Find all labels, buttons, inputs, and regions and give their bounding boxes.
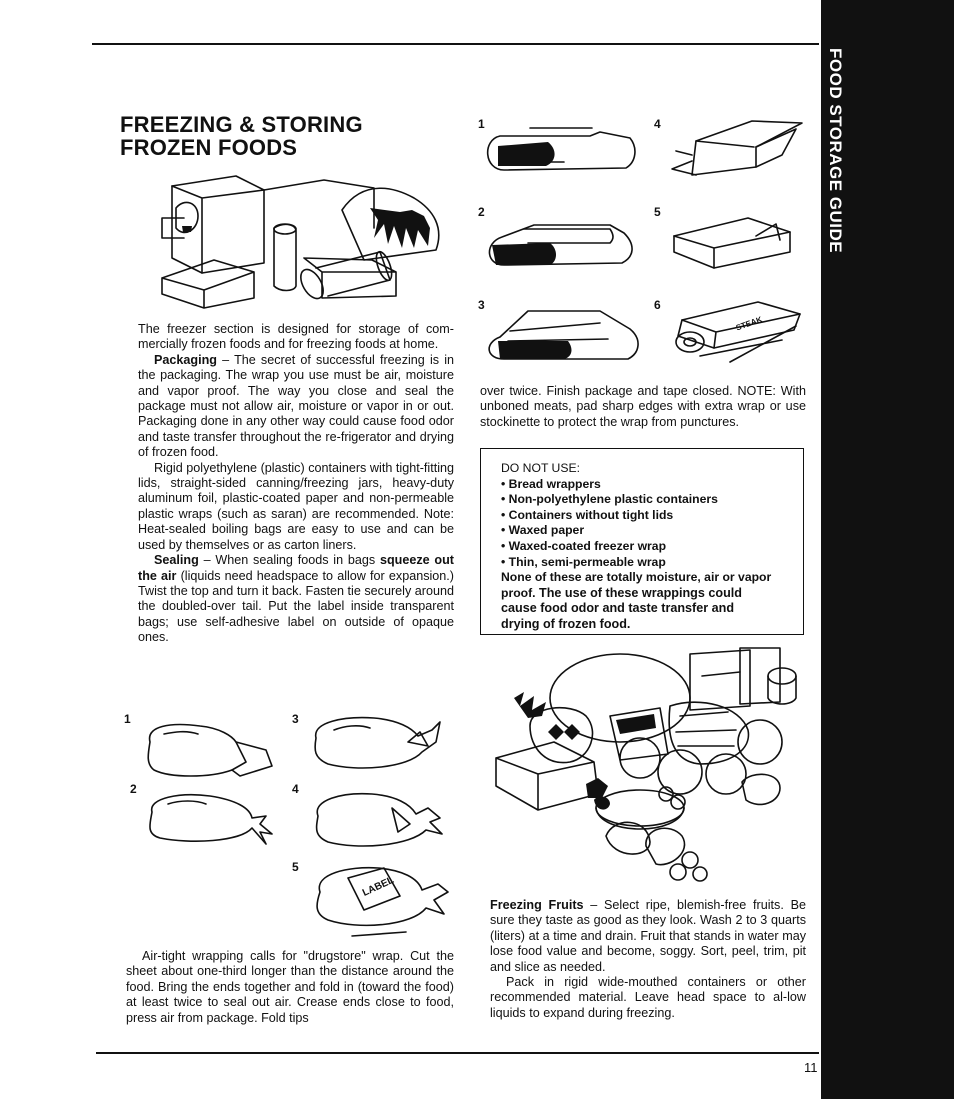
fruits-paragraph (490, 898, 806, 975)
wrap-step-2-illustration (480, 215, 640, 273)
box-item: • Waxed-coated freezer wrap (501, 538, 667, 553)
packaging-text: – The secret of successful freezing is in the packaging. The wrap you use must be air, moisture and vapor proof. The way you close and seal the package must not allow air, moisture or vapor in or out. Packaging done in any other way could cause food odor and taste transfer throughout the re-frigerator and drying of frozen food. (138, 352, 454, 460)
wrap-step-3-illustration (480, 305, 645, 365)
wrap-step-number: 3 (478, 298, 485, 312)
box-item: • Containers without tight lids (501, 507, 674, 522)
wrap-step-5-illustration (668, 212, 798, 276)
sealing-label: Sealing (154, 553, 199, 568)
frozen-packages-illustration (144, 168, 449, 303)
top-rule (92, 43, 819, 45)
packaging-paragraph (138, 353, 454, 461)
wrap-step-6-illustration (664, 296, 814, 366)
pack-paragraph: Pack in rigid wide-mouthed containers or other recommended material. Leave head space to al-low liquids to expand during freezing. (490, 975, 806, 1020)
bag-step-3-illustration (308, 712, 448, 778)
box-warning-bold-3: drying of frozen food. (501, 616, 631, 631)
bag-label-text: LABEL (360, 874, 396, 899)
box-warning-bold-2: cause food odor and taste transfer and (501, 601, 735, 616)
sealing-text-2: (liquids need headspace to allow for expansion.) Twist the top and turn it back. Fasten tie securely around the doubled-over tail. Put the label inside transparent bags; use self-adhesive label on outside of opaque ones. (138, 568, 454, 645)
box-item: • Thin, semi-permeable wrap (501, 554, 666, 569)
page-number: 11 (804, 1060, 818, 1075)
bag-step-number: 1 (124, 712, 131, 726)
box-item: • Non-polyethylene plastic containers (501, 492, 718, 507)
packaging-label: Packaging (154, 352, 217, 367)
box-item: • Waxed paper (501, 523, 585, 538)
fruits-section (490, 898, 806, 1021)
bag-step-number: 5 (292, 860, 299, 874)
bag-step-number: 2 (130, 782, 137, 796)
bag-step-2-illustration (140, 788, 280, 858)
containers-paragraph: Rigid polyethylene (plastic) containers with tight-fitting lids, straight-sided canning/freezing jars, heavy-duty aluminum foil, plastic-coated paper and non-permeable plastic wraps (such as saran) are recommended. Note: Heat-sealed boiling bags are easy to use and can be used by themselves or as carton liners. (138, 460, 454, 552)
fruits-text: – Select ripe, blemish-free fruits. Be sure they taste as good as they look. Wash 2 to 3 quarts (liters) at a time and drain. Fruit that stands in water may lose food value and become, soggy. Sort, peel, trim, pit and slice as needed. (490, 898, 806, 974)
drugstore-paragraph (126, 949, 454, 1026)
wrap-step-4-illustration (656, 115, 806, 185)
wrap-step-number: 4 (654, 117, 661, 131)
intro-paragraph: The freezer section is designed for storage of com-mercially frozen foods and for freezing foods at home. (138, 322, 454, 352)
right-continued-paragraph (480, 384, 806, 430)
box-warning-bold: The use of these wrappings could (535, 585, 742, 600)
sealing-bold: squeeze out the air (138, 553, 454, 583)
drugstore-text: Air-tight wrapping calls for "drugstore" wrap. Cut the sheet about one-third longer than the distance around the food. Bring the ends together and fold in (toward the food) at least twice to seal out air. Crease ends close to food, press air from package. Fold tips (126, 949, 454, 1025)
do-not-use-box (480, 448, 804, 635)
box-warning-line (501, 586, 791, 602)
wrap-step-number: 2 (478, 205, 485, 219)
box-heading: DO NOT USE: (501, 461, 581, 475)
wrap-step-number: 6 (654, 298, 661, 312)
sealing-text-1: – When sealing foods in bags (198, 553, 380, 568)
wrap-label-text: STEAK (734, 314, 764, 333)
box-proof-word: proof. (501, 585, 536, 600)
fruits-label: Freezing Fruits (490, 898, 584, 912)
box-note: None of these are totally moisture, air or vapor (501, 570, 772, 585)
wrap-step-number: 1 (478, 117, 485, 131)
side-tab-label-wrap (821, 48, 851, 254)
fruits-illustration (490, 646, 810, 888)
bag-step-number: 4 (292, 782, 299, 796)
bag-step-4-illustration (308, 788, 448, 858)
box-item: • Bread wrappers (501, 476, 601, 491)
wrap-step-number: 5 (654, 205, 661, 219)
bag-step-number: 3 (292, 712, 299, 726)
sealing-paragraph (138, 553, 454, 645)
wrap-step-1-illustration (480, 122, 640, 180)
bottom-rule (96, 1052, 819, 1054)
bag-step-5-illustration (308, 862, 458, 944)
page-title: FREEZING & STORING FROZEN FOODS (120, 112, 363, 160)
continued-text: over twice. Finish package and tape closed. NOTE: With unboned meats, pad sharp edges with extra wrap or use stockinette to protect the wrap from punctures. (480, 384, 806, 429)
side-tab-label: FOOD STORAGE GUIDE (826, 48, 845, 254)
bag-step-1-illustration (140, 718, 280, 784)
left-column (138, 322, 454, 646)
